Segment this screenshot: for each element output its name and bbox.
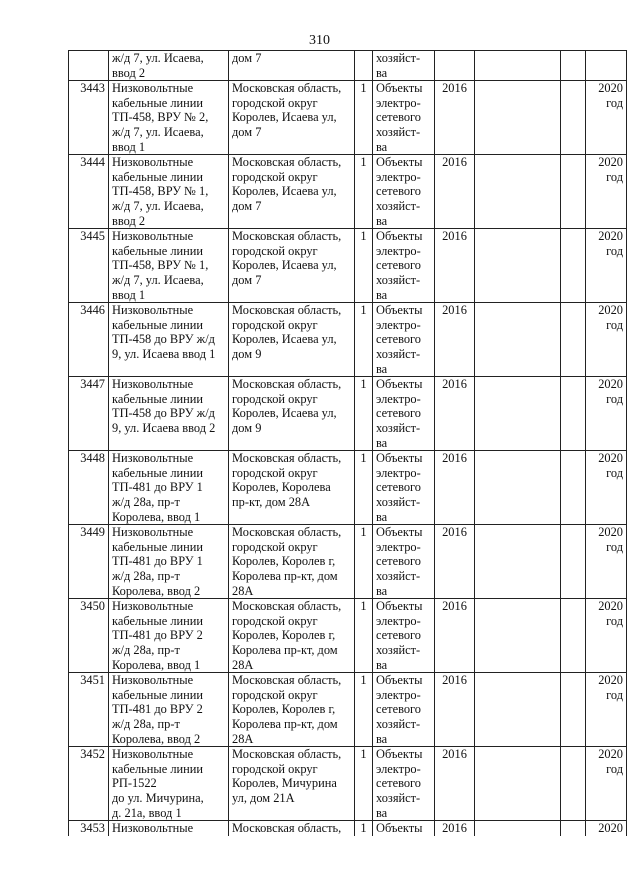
cell-completion-year: 2020 год bbox=[586, 229, 627, 303]
cell-completion-year: 2020 год bbox=[586, 155, 627, 229]
cell-empty bbox=[475, 525, 561, 599]
cell-object-name: Низковольтные кабельные линии ТП-458, ВРУ № 1, ж/д 7, ул. Исаева, ввод 2 bbox=[109, 155, 229, 229]
cell-empty bbox=[561, 599, 586, 673]
registry-table-body bbox=[69, 51, 627, 836]
cell-address: Московская область, bbox=[229, 821, 355, 836]
cell-completion-year: 2020 год bbox=[586, 451, 627, 525]
cell-empty bbox=[561, 155, 586, 229]
cell-empty bbox=[561, 229, 586, 303]
cell-object-type: Объекты электро- сетевого хозяйст- ва bbox=[373, 747, 435, 821]
cell-address: Московская область, городской округ Королев, Королев г, Королева пр-кт, дом 28А bbox=[229, 599, 355, 673]
cell-empty bbox=[561, 81, 586, 155]
cell-number: 3443 bbox=[69, 81, 109, 155]
cell-address: Московская область, городской округ Королев, Исаева ул, дом 7 bbox=[229, 155, 355, 229]
cell-completion-year: 2020 год bbox=[586, 303, 627, 377]
cell-quantity: 1 bbox=[355, 673, 373, 747]
table-row bbox=[69, 229, 627, 303]
cell-address: Московская область, городской округ Королев, Королева пр-кт, дом 28А bbox=[229, 451, 355, 525]
cell-number: 3447 bbox=[69, 377, 109, 451]
cell-empty bbox=[561, 451, 586, 525]
cell-year: 2016 bbox=[435, 525, 475, 599]
cell-quantity bbox=[355, 51, 373, 81]
cell-number: 3452 bbox=[69, 747, 109, 821]
cell-completion-year: 2020 год bbox=[586, 599, 627, 673]
cell-address: Московская область, городской округ Королев, Исаева ул, дом 7 bbox=[229, 81, 355, 155]
cell-year: 2016 bbox=[435, 599, 475, 673]
registry-table bbox=[68, 50, 627, 836]
cell-number: 3444 bbox=[69, 155, 109, 229]
cell-object-type: Объекты электро- сетевого хозяйст- ва bbox=[373, 599, 435, 673]
cell-completion-year: 2020 год bbox=[586, 673, 627, 747]
cell-address: Московская область, городской округ Королев, Королев г, Королева пр-кт, дом 28А bbox=[229, 673, 355, 747]
cell-number: 3453 bbox=[69, 821, 109, 836]
cell-completion-year: 2020 год bbox=[586, 377, 627, 451]
cell-year bbox=[435, 51, 475, 81]
table-row bbox=[69, 51, 627, 81]
cell-object-type: Объекты электро- сетевого хозяйст- ва bbox=[373, 303, 435, 377]
cell-year: 2016 bbox=[435, 155, 475, 229]
cell-number: 3450 bbox=[69, 599, 109, 673]
cell-empty bbox=[561, 821, 586, 836]
cell-object-name: Низковольтные кабельные линии ТП-458 до ВРУ ж/д 9, ул. Исаева ввод 2 bbox=[109, 377, 229, 451]
cell-quantity: 1 bbox=[355, 377, 373, 451]
cell-empty bbox=[475, 599, 561, 673]
cell-object-name: Низковольтные кабельные линии ТП-458, ВРУ № 2, ж/д 7, ул. Исаева, ввод 1 bbox=[109, 81, 229, 155]
cell-empty bbox=[475, 747, 561, 821]
cell-year: 2016 bbox=[435, 747, 475, 821]
cell-empty bbox=[561, 51, 586, 81]
table-row bbox=[69, 155, 627, 229]
cell-year: 2016 bbox=[435, 377, 475, 451]
table-row bbox=[69, 525, 627, 599]
cell-empty bbox=[561, 377, 586, 451]
cell-quantity: 1 bbox=[355, 821, 373, 836]
cell-object-name: Низковольтные кабельные линии ТП-458, ВРУ № 1, ж/д 7, ул. Исаева, ввод 1 bbox=[109, 229, 229, 303]
cell-number: 3448 bbox=[69, 451, 109, 525]
cell-empty bbox=[561, 747, 586, 821]
cell-object-type: Объекты электро- сетевого хозяйст- ва bbox=[373, 81, 435, 155]
cell-object-name: ж/д 7, ул. Исаева, ввод 2 bbox=[109, 51, 229, 81]
cell-number: 3449 bbox=[69, 525, 109, 599]
cell-empty bbox=[475, 377, 561, 451]
cell-quantity: 1 bbox=[355, 229, 373, 303]
cell-completion-year: 2020 год bbox=[586, 81, 627, 155]
cell-address: Московская область, городской округ Королев, Исаева ул, дом 9 bbox=[229, 303, 355, 377]
cell-empty bbox=[475, 51, 561, 81]
cell-object-type: Объекты bbox=[373, 821, 435, 836]
cell-year: 2016 bbox=[435, 303, 475, 377]
cell-year: 2016 bbox=[435, 229, 475, 303]
cell-year: 2016 bbox=[435, 451, 475, 525]
cell-object-name: Низковольтные кабельные линии ТП-481 до ВРУ 1 ж/д 28а, пр-т Королева, ввод 1 bbox=[109, 451, 229, 525]
cell-object-name: Низковольтные bbox=[109, 821, 229, 836]
cell-object-type: Объекты электро- сетевого хозяйст- ва bbox=[373, 451, 435, 525]
cell-completion-year: 2020 год bbox=[586, 747, 627, 821]
cell-empty bbox=[475, 229, 561, 303]
cell-quantity: 1 bbox=[355, 155, 373, 229]
cell-empty bbox=[475, 303, 561, 377]
cell-empty bbox=[475, 821, 561, 836]
cell-empty bbox=[475, 451, 561, 525]
table-row bbox=[69, 303, 627, 377]
cell-quantity: 1 bbox=[355, 81, 373, 155]
cell-completion-year bbox=[586, 51, 627, 81]
cell-object-name: Низковольтные кабельные линии РП-1522 до ул. Мичурина, д. 21а, ввод 1 bbox=[109, 747, 229, 821]
cell-quantity: 1 bbox=[355, 599, 373, 673]
cell-number: 3451 bbox=[69, 673, 109, 747]
cell-number: 3446 bbox=[69, 303, 109, 377]
table-row bbox=[69, 377, 627, 451]
cell-quantity: 1 bbox=[355, 525, 373, 599]
table-row bbox=[69, 81, 627, 155]
table-row bbox=[69, 599, 627, 673]
cell-empty bbox=[561, 673, 586, 747]
cell-object-type: Объекты электро- сетевого хозяйст- ва bbox=[373, 155, 435, 229]
cell-object-name: Низковольтные кабельные линии ТП-481 до ВРУ 2 ж/д 28а, пр-т Королева, ввод 1 bbox=[109, 599, 229, 673]
cell-object-type: хозяйст- ва bbox=[373, 51, 435, 81]
cell-completion-year: 2020 bbox=[586, 821, 627, 836]
cell-number: 3445 bbox=[69, 229, 109, 303]
table-row bbox=[69, 451, 627, 525]
cell-year: 2016 bbox=[435, 673, 475, 747]
cell-address: Московская область, городской округ Королев, Королев г, Королева пр-кт, дом 28А bbox=[229, 525, 355, 599]
cell-address: дом 7 bbox=[229, 51, 355, 81]
cell-object-type: Объекты электро- сетевого хозяйст- ва bbox=[373, 673, 435, 747]
cell-quantity: 1 bbox=[355, 747, 373, 821]
cell-address: Московская область, городской округ Королев, Исаева ул, дом 7 bbox=[229, 229, 355, 303]
table-row bbox=[69, 747, 627, 821]
table-row bbox=[69, 673, 627, 747]
cell-address: Московская область, городской округ Королев, Исаева ул, дом 9 bbox=[229, 377, 355, 451]
cell-object-name: Низковольтные кабельные линии ТП-481 до ВРУ 1 ж/д 28а, пр-т Королева, ввод 2 bbox=[109, 525, 229, 599]
cell-object-name: Низковольтные кабельные линии ТП-481 до ВРУ 2 ж/д 28а, пр-т Королева, ввод 2 bbox=[109, 673, 229, 747]
cell-object-type: Объекты электро- сетевого хозяйст- ва bbox=[373, 525, 435, 599]
cell-number bbox=[69, 51, 109, 81]
cell-object-name: Низковольтные кабельные линии ТП-458 до ВРУ ж/д 9, ул. Исаева ввод 1 bbox=[109, 303, 229, 377]
cell-quantity: 1 bbox=[355, 451, 373, 525]
cell-address: Московская область, городской округ Королев, Мичурина ул, дом 21А bbox=[229, 747, 355, 821]
cell-year: 2016 bbox=[435, 821, 475, 836]
table-row bbox=[69, 821, 627, 836]
page-number: 310 bbox=[309, 33, 330, 48]
cell-empty bbox=[475, 81, 561, 155]
cell-quantity: 1 bbox=[355, 303, 373, 377]
cell-empty bbox=[561, 303, 586, 377]
cell-empty bbox=[475, 155, 561, 229]
cell-year: 2016 bbox=[435, 81, 475, 155]
cell-empty bbox=[561, 525, 586, 599]
cell-completion-year: 2020 год bbox=[586, 525, 627, 599]
cell-object-type: Объекты электро- сетевого хозяйст- ва bbox=[373, 229, 435, 303]
cell-empty bbox=[475, 673, 561, 747]
cell-object-type: Объекты электро- сетевого хозяйст- ва bbox=[373, 377, 435, 451]
